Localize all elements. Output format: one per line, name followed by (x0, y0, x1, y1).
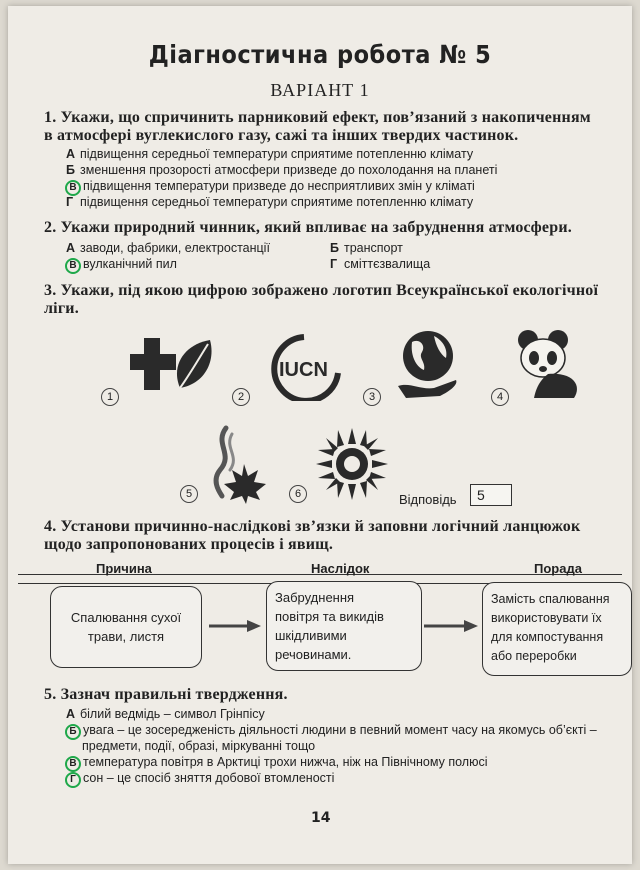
effect-line-2: повітря та викидів (275, 609, 384, 624)
globe-hand-logo (396, 328, 462, 400)
cause-line-1: Спалювання сухої (70, 610, 182, 625)
page-number: 14 (311, 810, 331, 826)
advice-line-1: Замість спалювання (491, 592, 610, 606)
answer-mark-circle: Г (65, 772, 81, 788)
header-effect: Наслідок (311, 561, 370, 576)
q5-option-b-continuation: предмети, події, образі, міркуванні тощо (82, 739, 316, 753)
logo-number-3: 3 (363, 388, 381, 406)
q2-text: 2. Укажи природний чинник, який впливає на забруднення атмосфери. (44, 219, 572, 236)
q2-option-d: Г сміттєзвалища (330, 257, 431, 271)
q3-text-line1: 3. Укажи, під якою цифрою зображено логотип Всеукраїнської екологічної (44, 282, 599, 299)
workbook-page (8, 6, 632, 864)
logo-number-4: 4 (491, 388, 509, 406)
effect-line-1: Забруднення (275, 590, 355, 605)
q5-option-d[interactable]: Г сон – це спосіб зняття добової втомленості (65, 770, 334, 788)
q4-text-line1: 4. Установи причинно-наслідкові зв’язки й заповни логічний ланцюжок (44, 518, 581, 535)
arrow-right-icon (422, 618, 480, 634)
q1-option-b: Б зменшення прозорості атмосфери призведе до похолодання на планеті (66, 163, 498, 177)
answer-label: Відповідь (399, 492, 457, 507)
q5-option-a: А білий ведмідь – символ Грінпісу (66, 707, 265, 721)
effect-box[interactable] (266, 581, 422, 671)
advice-line-4: або переробки (491, 649, 577, 663)
answer-mark-circle: В (65, 258, 81, 274)
advice-box[interactable] (482, 582, 632, 676)
iucn-text: IUCN (279, 359, 328, 381)
answer-mark-circle: В (65, 756, 81, 772)
q1-option-c[interactable]: В підвищення температури призведе до несприятливих змін у кліматі (65, 178, 475, 196)
smoke-maple-leaf-logo (204, 424, 274, 506)
advice-line-3: для компостування (491, 630, 604, 644)
effect-line-3: шкідливими (275, 628, 347, 643)
q1-text-line2: в атмосфері вуглекислого газу, сажі та інших твердих частинок. (44, 127, 519, 144)
effect-line-4: речовинами. (275, 647, 352, 662)
q5-option-c[interactable]: В температура повітря в Арктиці трохи нижча, ніж на Північному полюсі (65, 754, 487, 772)
header-advice: Порада (534, 561, 582, 576)
advice-line-2: використовувати їх (491, 611, 602, 625)
logo-number-6: 6 (289, 485, 307, 503)
cause-box (50, 586, 202, 668)
header-cause: Причина (96, 561, 152, 576)
sun-logo (314, 426, 390, 502)
variant-heading: ВАРІАНТ 1 (270, 80, 370, 100)
panda-logo (514, 328, 584, 400)
q5-option-b[interactable]: Б увага – це зосередженість діяльності людини в певний момент часу на якомусь об’єкті – (65, 722, 597, 740)
page-title: Діагностична робота № 5 (148, 40, 492, 69)
q2-option-a: А заводи, фабрики, електростанції (66, 241, 270, 255)
cross-leaf-logo (130, 334, 220, 394)
iucn-logo (258, 333, 350, 401)
answer-box[interactable]: 5 (470, 484, 512, 506)
q1-text-line1: 1. Укажи, що спричинить парниковий ефект, пов’язаний з накопиченням (44, 109, 591, 126)
q2-option-b: Б транспорт (330, 241, 403, 255)
q4-text-line2: щодо запропонованих процесів і явищ. (44, 536, 334, 553)
answer-mark-circle: В (65, 180, 81, 196)
q3-text-line2: ліги. (44, 300, 79, 317)
arrow-right-icon (207, 618, 263, 634)
q5-text: 5. Зазнач правильні твердження. (44, 686, 288, 703)
answer-mark-circle: Б (65, 724, 81, 740)
q2-option-c[interactable]: В вулканічний пил (65, 256, 177, 274)
cause-line-2: трави, листя (87, 629, 165, 644)
logo-number-5: 5 (180, 485, 198, 503)
logo-number-2: 2 (232, 388, 250, 406)
q1-option-d: Г підвищення середньої температури сприятиме потепленню клімату (66, 195, 474, 209)
logo-number-1: 1 (101, 388, 119, 406)
q1-option-a: А підвищення середньої температури сприятиме потепленню клімату (66, 147, 474, 161)
